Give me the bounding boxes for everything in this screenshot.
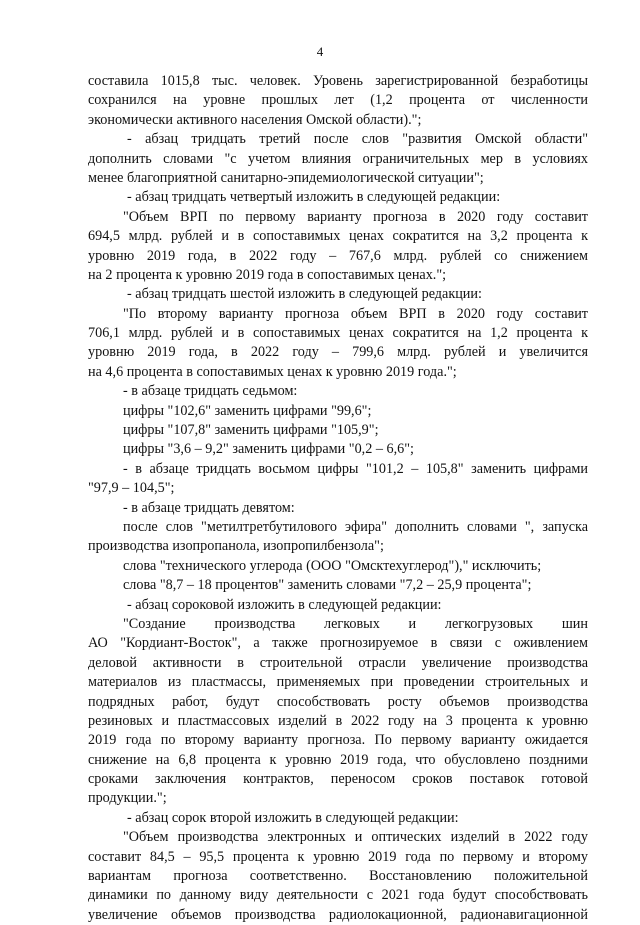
text-line: "Объем ВРП по первому варианту прогноза в 2020 году составит: [123, 208, 588, 225]
text-line: на 4,6 процента в сопоставимых ценах к уровню 2019 года.";: [88, 363, 457, 380]
text-line: уровню 2019 года, в 2022 году – 767,6 млрд. рублей со снижением: [88, 247, 588, 264]
text-line: "Объем производства электронных и оптических изделий в 2022 году: [123, 829, 588, 846]
text-line: - в абзаце тридцать девятом:: [123, 499, 295, 516]
text-line: - в абзаце тридцать седьмом:: [123, 383, 298, 400]
text-line: - в абзаце тридцать восьмом цифры "101,2 – 105,8" заменить цифрами: [123, 460, 588, 477]
text-line: дополнить словами "с учетом влияния ограничительных мер в условиях: [88, 150, 588, 167]
text-line: вариантам прогноза соответственно. Восстановлению положительной: [88, 868, 588, 885]
text-line: менее благоприятной санитарно-эпидемиологической ситуации";: [88, 169, 484, 186]
document-body: [88, 72, 588, 925]
text-line: слова "8,7 – 18 процентов" заменить словами "7,2 – 25,9 процента";: [123, 577, 532, 594]
text-line: материалов из пластмассы, применяемых при проведении строительных и: [88, 674, 588, 691]
text-line: цифры "107,8" заменить цифрами "105,9";: [123, 422, 379, 439]
text-line: экономически активного населения Омской области).";: [88, 111, 422, 128]
text-line: 706,1 млрд. рублей и в сопоставимых ценах сократится на 1,2 процента к: [88, 325, 588, 342]
text-line: составила 1015,8 тыс. человек. Уровень зарегистрированной безработицы: [88, 73, 588, 89]
text-line: сроками заключения контрактов, переносом сроков поставок готовой: [88, 771, 588, 788]
text-line: - абзац тридцать шестой изложить в следующей редакции:: [127, 286, 482, 303]
text-line: составит 84,5 – 95,5 процента к уровню 2019 года по первому и второму: [88, 848, 588, 865]
text-line: - абзац тридцать третий после слов "развития Омской области": [127, 131, 588, 148]
page-number: 4: [316, 44, 324, 59]
text-line: увеличение объемов производства радиолокационной, радионавигационной: [88, 906, 588, 923]
text-line: АО "Кордиант-Восток", а также прогнозируемое в связи с оживлением: [88, 635, 588, 652]
text-line: производства изопропанола, изопропилбензола";: [88, 538, 384, 555]
text-line: цифры "102,6" заменить цифрами "99,6";: [123, 402, 372, 419]
text-line: "97,9 – 104,5";: [88, 480, 175, 497]
text-line: - абзац сороковой изложить в следующей редакции:: [127, 596, 442, 613]
text-line: "Создание производства легковых и легкогрузовых шин: [123, 615, 588, 632]
text-line: "По второму варианту прогноза объем ВРП в 2020 году составит: [123, 305, 588, 322]
text-line: резиновых и пластмассовых изделий в 2022 году на 3 процента к уровню: [88, 712, 588, 729]
text-line: - абзац тридцать четвертый изложить в следующей редакции:: [127, 189, 501, 206]
text-line: слова "технического углерода (ООО "Омсктехуглерод")," исключить;: [123, 557, 542, 574]
text-line: подрядных работ, будут способствовать росту объемов производства: [88, 693, 588, 710]
text-line: на 2 процента к уровню 2019 года в сопоставимых ценах.";: [88, 266, 447, 283]
text-line: продукции.";: [88, 790, 167, 807]
text-line: снижение на 6,8 процента к уровню 2019 года, что обусловлено поздними: [88, 751, 588, 768]
text-line: уровню 2019 года, в 2022 году – 799,6 млрд. рублей и увеличится: [88, 344, 588, 361]
text-line: динамики по данному виду деятельности с 2021 года будут способствовать: [88, 887, 588, 904]
text-line: 2019 года по второму варианту прогноза. По первому варианту ожидается: [88, 732, 588, 749]
text-line: сохранился на уровне прошлых лет (1,2 процента от численности: [88, 92, 588, 109]
text-line: после слов "метилтретбутилового эфира" дополнить словами ", запуска: [123, 518, 588, 535]
text-line: - абзац сорок второй изложить в следующей редакции:: [127, 809, 459, 826]
text-line: 694,5 млрд. рублей и в сопоставимых ценах сократится на 3,2 процента к: [88, 228, 588, 245]
text-line: цифры "3,6 – 9,2" заменить цифрами "0,2 – 6,6";: [123, 441, 414, 458]
text-line: деловой активности в строительной отрасли увеличение производства: [88, 654, 588, 671]
